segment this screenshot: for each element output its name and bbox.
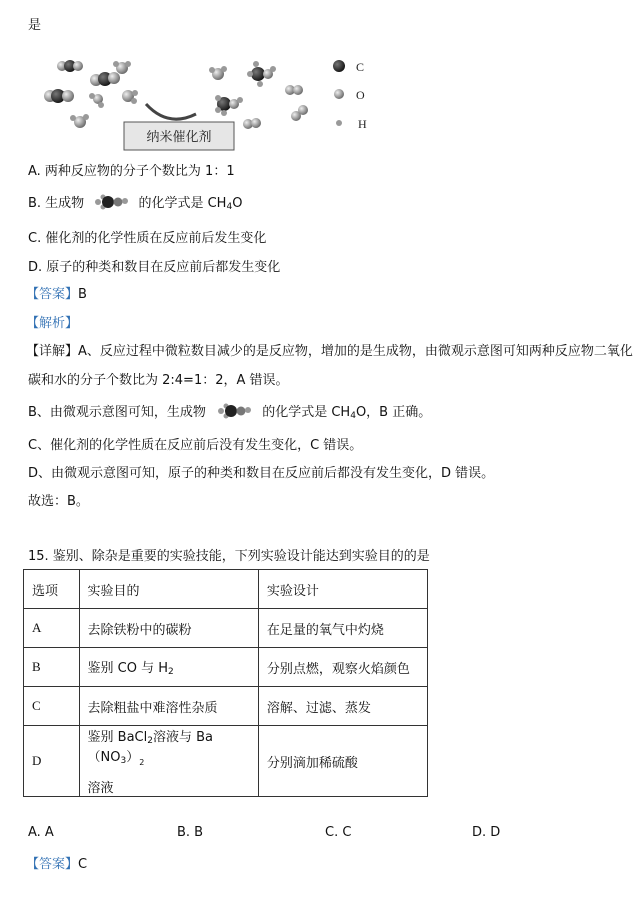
table-cell-purpose: 去除铁粉中的碳粉 xyxy=(79,609,258,648)
molecule-water-3 xyxy=(113,61,131,74)
purpose-text: 鉴别 CO 与 H xyxy=(87,661,169,676)
q15-answer-label: 【答案】 xyxy=(26,857,79,872)
molecule-ch4o-2 xyxy=(247,61,276,87)
legend-carbon-swatch xyxy=(333,60,345,72)
continued-stem-text: 是 xyxy=(28,18,42,33)
table-header-design: 实验设计 xyxy=(258,570,427,609)
table-cell-option: B xyxy=(24,648,80,687)
ch4o-molecule-icon xyxy=(214,403,254,419)
molecule-water-2 xyxy=(89,93,104,108)
molecule-co2-2 xyxy=(90,72,120,86)
q15-option-d: D. D xyxy=(472,825,501,840)
table-row xyxy=(24,726,428,797)
q14-option-b-end: O xyxy=(232,196,243,211)
molecule-co2-4 xyxy=(51,89,74,103)
reaction-diagram-svg xyxy=(28,44,388,156)
q14-analysis-b-prefix: B、由微观示意图可知，生成物 xyxy=(28,405,206,420)
q14-answer-value: B xyxy=(78,287,87,302)
q15-answer xyxy=(26,853,87,872)
q14-option-b-suffix: 的化学式是 CH xyxy=(138,196,227,211)
legend-hydrogen-swatch xyxy=(336,120,342,126)
purpose-text-3: ） xyxy=(126,750,140,765)
molecule-ch4o-3 xyxy=(215,95,243,116)
q14-option-b-prefix: B. 生成物 xyxy=(28,196,85,211)
molecule-co2-1 xyxy=(57,60,83,72)
q14-analysis-d: D、由微观示意图可知，原子的种类和数目在反应前后都没有发生变化，D 错误。 xyxy=(28,466,495,481)
molecule-ch4o-1 xyxy=(209,66,227,80)
table-cell-design: 溶解、过滤、蒸发 xyxy=(258,687,427,726)
molecule-water-5 xyxy=(70,114,89,128)
legend-oxygen-label: O xyxy=(356,88,365,102)
legend xyxy=(333,60,367,131)
catalyst-label: 纳米催化剂 xyxy=(146,129,212,144)
q14-option-c: C. 催化剂的化学性质在反应前后发生变化 xyxy=(28,231,267,246)
reaction-arc xyxy=(146,104,196,119)
molecule-water-4 xyxy=(122,90,138,104)
purpose-sub-2: 3 xyxy=(120,756,127,766)
q14-detail-line1 xyxy=(26,340,633,359)
q14-choice: 故选：B。 xyxy=(28,494,89,509)
q14-answer-label: 【答案】 xyxy=(26,287,79,302)
purpose-text-1: 鉴别 BaCl xyxy=(87,730,148,745)
q14-analysis-label: 【解析】 xyxy=(26,316,79,331)
purpose-sub-1: 2 xyxy=(147,736,153,746)
legend-hydrogen-label: H xyxy=(358,117,367,131)
table-row xyxy=(24,687,428,726)
table-cell-design: 分别点燃，观察火焰颜色 xyxy=(258,648,427,687)
q14-detail-line2: 碳和水的分子个数比为 2:4=1：2，A 错误。 xyxy=(28,373,289,388)
purpose-sub-3: 2 xyxy=(139,758,145,767)
purpose-line2: 溶液 xyxy=(87,781,114,796)
table-cell-option: C xyxy=(24,687,80,726)
q14-analysis-c: C、催化剂的化学性质在反应前后没有发生变化，C 错误。 xyxy=(28,438,363,453)
purpose-text-2: 溶液与 Ba（NO xyxy=(87,730,214,765)
q14-analysis-b xyxy=(28,401,431,421)
q15-table xyxy=(23,569,428,797)
q15-option-a: A. A xyxy=(28,825,54,840)
ch4o-molecule-icon xyxy=(91,194,131,210)
q14-analysis-b-sub: 4 xyxy=(350,411,356,421)
table-header-option: 选项 xyxy=(24,570,80,609)
q15-answer-value: C xyxy=(78,857,88,872)
q14-detail-label: 【详解】 xyxy=(26,344,79,359)
q15-option-c: C. C xyxy=(325,825,352,840)
table-cell-design: 在足量的氧气中灼烧 xyxy=(258,609,427,648)
table-header-row xyxy=(24,570,428,609)
q14-option-a: A. 两种反应物的分子个数比为 1：1 xyxy=(28,164,235,179)
q14-option-d: D. 原子的种类和数目在反应前后都发生变化 xyxy=(28,260,281,275)
q14-answer xyxy=(26,283,87,302)
molecule-o2-1 xyxy=(285,85,303,95)
table-cell-purpose xyxy=(79,726,258,797)
table-row xyxy=(24,648,428,687)
table-cell-design: 分别滴加稀硫酸 xyxy=(258,726,427,797)
purpose-sub: 2 xyxy=(168,667,174,677)
molecule-o2-3 xyxy=(291,105,308,121)
q14-option-b xyxy=(28,192,242,212)
table-cell-purpose xyxy=(79,648,258,687)
table-cell-option: D xyxy=(24,726,80,797)
q15-stem: 15. 鉴别、除杂是重要的实验技能，下列实验设计能达到实验目的的是 xyxy=(28,549,430,564)
molecule-o2-2 xyxy=(243,118,261,129)
q14-option-b-sub: 4 xyxy=(226,202,233,212)
legend-oxygen-swatch xyxy=(334,89,344,99)
q15-option-b: B. B xyxy=(177,825,204,840)
table-header-purpose: 实验目的 xyxy=(79,570,258,609)
table-cell-purpose: 去除粗盐中难溶性杂质 xyxy=(79,687,258,726)
q14-analysis-b-end: O，B 正确。 xyxy=(355,405,432,420)
reaction-diagram xyxy=(28,44,388,156)
q14-analysis-b-suffix: 的化学式是 CH xyxy=(262,405,351,420)
legend-carbon-label: C xyxy=(356,60,365,74)
table-row xyxy=(24,609,428,648)
q14-detail-text1: A、反应过程中微粒数目减少的是反应物，增加的是生成物，由微观示意图可知两种反应物二氧化 xyxy=(78,344,633,359)
table-cell-option: A xyxy=(24,609,80,648)
